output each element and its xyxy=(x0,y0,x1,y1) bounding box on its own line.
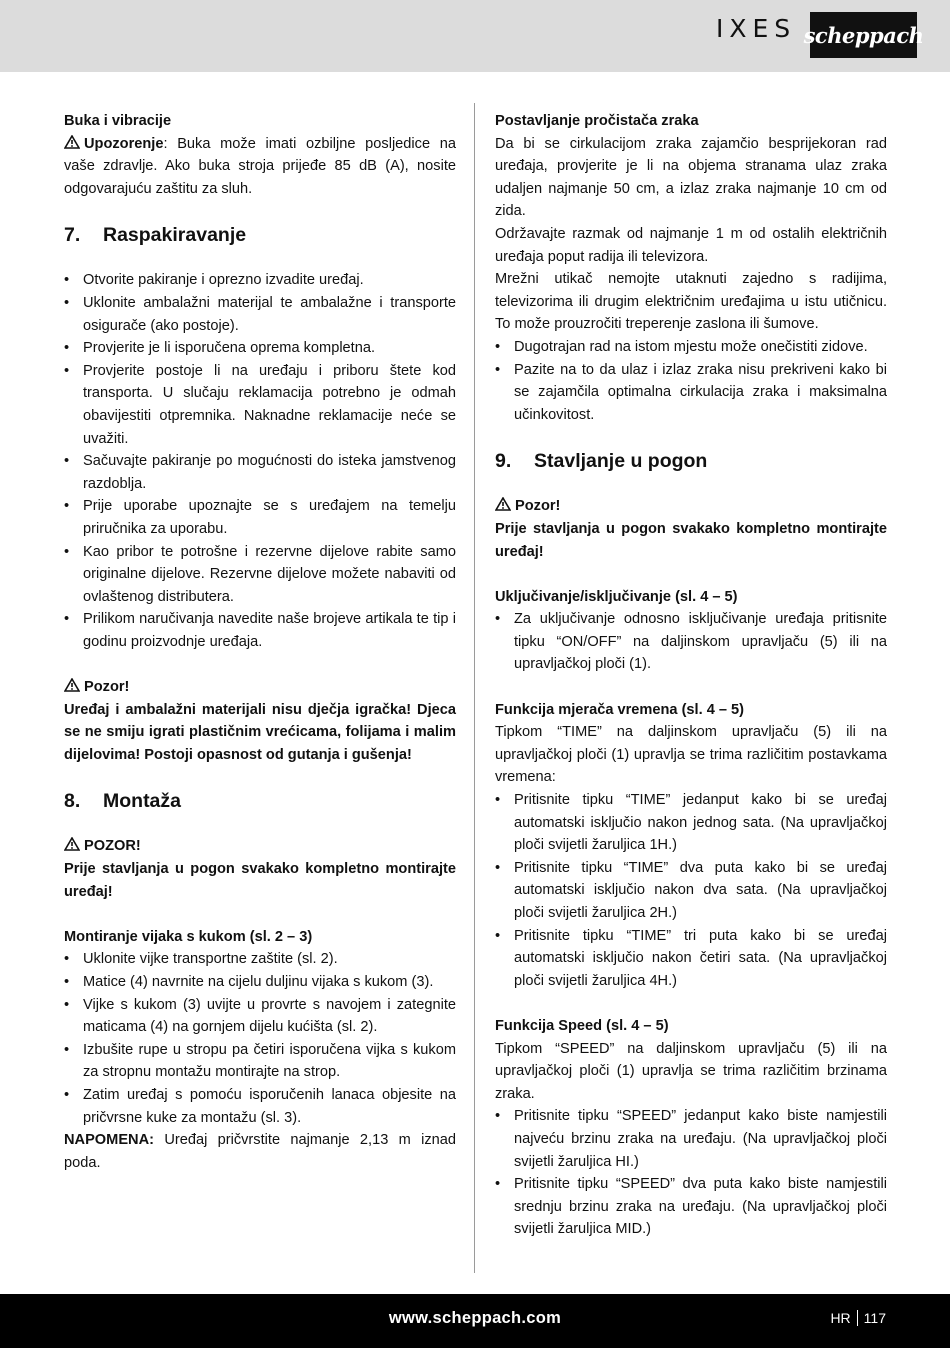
list-item: • Prije uporabe upoznajte se s uređajem na temelju priručnika za uporabu. xyxy=(64,495,456,540)
timer-list xyxy=(495,789,887,992)
list-item: • Uklonite vijke transportne zaštite (sl. 2). xyxy=(64,948,456,971)
speed-intro: Tipkom “SPEED” na daljinskom upravljaču (5) ili na upravljačkoj ploči (1) upravlja se trima različitim brzinama zraka. xyxy=(495,1040,887,1102)
hooks-heading: Montiranje vijaka s kukom (sl. 2 – 3) xyxy=(64,928,313,945)
list-item: • Pritisnite tipku “TIME” tri puta kako bi se uređaj automatski isključio nakon četiri sata. (Na upravljačkoj ploči svijetli žaruljica 4H.) xyxy=(495,925,887,993)
caution-text: Prije stavljanja u pogon svakako kompletno montirajte uređaj! xyxy=(64,861,456,900)
ixes-logo: IXES xyxy=(716,14,797,43)
separator xyxy=(857,1310,858,1326)
section-9-title: Stavljanje u pogon xyxy=(534,450,708,473)
section-9-heading xyxy=(495,449,887,473)
scheppach-logo: scheppach xyxy=(810,12,917,58)
language-code: HR xyxy=(830,1310,851,1326)
list-item: • Otvorite pakiranje i oprezno izvadite uređaj. xyxy=(64,269,456,292)
list-item: • Pritisnite tipku “SPEED” jedanput kako biste namjestili najveću brzinu zraka na uređaju. (Na upravljačkoj ploči svijetli žaruljica HI.) xyxy=(495,1105,887,1173)
section-7-heading xyxy=(64,223,456,247)
section-8-title: Montaža xyxy=(103,790,181,813)
noise-heading: Buka i vibracije xyxy=(64,113,172,129)
section-8-number: 8. xyxy=(64,790,81,813)
note-paragraph xyxy=(64,1129,456,1174)
caution-label-text: Pozor! xyxy=(84,679,130,696)
warning-icon xyxy=(64,135,80,149)
note-text: Uređaj pričvrstite najmanje 2,13 m iznad poda. xyxy=(64,1132,456,1171)
timer-intro: Tipkom “TIME” na daljinskom upravljaču (5) ili na upravljačkoj ploči (1) upravlja se trima različitim postavkama vremena: xyxy=(495,724,887,786)
right-column xyxy=(495,110,887,1241)
list-item: • Uklonite ambalažni materijal te ambalažne i transporte osigurače (ako postoje). xyxy=(64,292,456,337)
placement-heading: Postavljanje pročistača zraka xyxy=(495,113,699,129)
speed-heading: Funkcija Speed (sl. 4 – 5) xyxy=(495,1017,669,1034)
list-item: • Pritisnite tipku “TIME” dva puta kako bi se uređaj automatski isključio nakon dva sata. (Na upravljačkoj ploči svijetli žaruljica 2H.) xyxy=(495,857,887,925)
caution-label xyxy=(495,495,887,518)
timer-heading: Funkcija mjerača vremena (sl. 4 – 5) xyxy=(495,701,745,718)
placement-paragraph: Održavajte razmak od najmanje 1 m od ostalih električnih uređaja poput radija ili televizora. xyxy=(495,225,887,265)
section-7-title: Raspakiravanje xyxy=(103,224,247,247)
left-column xyxy=(64,110,456,1174)
hooks-list xyxy=(64,948,456,1129)
list-item: • Matice (4) navrnite na cijelu duljinu vijaka s kukom (3). xyxy=(64,971,456,994)
unpacking-list xyxy=(64,269,456,653)
list-item: • Kao pribor te potrošne i rezervne dijelove rabite samo originalne dijelove. Rezervne dijelove možete nabaviti od ovlaštenog distributera. xyxy=(64,541,456,609)
caution-label xyxy=(64,835,456,858)
caution-label xyxy=(64,676,456,699)
placement-paragraph: Mrežni utikač nemojte utaknuti zajedno s radijima, televizorima ili drugim električnim uređajima u istu utičnicu. To može prouzročiti treperenje zaslona ili šumove. xyxy=(495,271,887,333)
onoff-heading: Uključivanje/isključivanje (sl. 4 – 5) xyxy=(495,588,738,605)
page-header xyxy=(0,0,950,72)
warning-icon xyxy=(64,678,80,692)
placement-paragraph: Da bi se cirkulacijom zraka zajamčio besprijekoran rad uređaja, provjerite je li na objema stranama ulaz zraka udaljen najmanje 50 cm, a izlaz zraka najmanje 10 cm od zida. xyxy=(495,135,887,220)
caution-label-text: POZOR! xyxy=(84,838,141,855)
list-item: • Zatim uređaj s pomoću isporučenih lanaca objesite na pričvrsne kuke za montažu (sl. 3). xyxy=(64,1084,456,1129)
list-item: • Provjerite je li isporučena oprema kompletna. xyxy=(64,337,456,360)
section-8-heading xyxy=(64,789,456,813)
list-item: • Pazite na to da ulaz i izlaz zraka nisu prekriveni kako bi se zajamčila optimalna cirkulacija zraka i maksimalna učinkovitost. xyxy=(495,359,887,427)
section-7-number: 7. xyxy=(64,224,81,247)
list-item: • Za uključivanje odnosno isključivanje uređaja pritisnite tipku “ON/OFF” na daljinskom upravljaču (5) ili na upravljačkoj ploči (1). xyxy=(495,608,887,676)
page-number xyxy=(830,1310,886,1326)
list-item: • Dugotrajan rad na istom mjestu može onečistiti zidove. xyxy=(495,336,887,359)
list-item: • Sačuvajte pakiranje po mogućnosti do isteka jamstvenog razdoblja. xyxy=(64,450,456,495)
caution-text: Prije stavljanja u pogon svakako kompletno montirajte uređaj! xyxy=(495,520,887,560)
footer-url: www.scheppach.com xyxy=(388,1309,562,1327)
page-number-value: 117 xyxy=(863,1310,886,1326)
speed-list xyxy=(495,1105,887,1241)
list-item: • Pritisnite tipku “TIME” jedanput kako bi se uređaj automatski isključio nakon jednog sata. (Na upravljačkoj ploči svijetli žaruljica 1H.) xyxy=(495,789,887,857)
list-item: • Provjerite postoje li na uređaju i priboru štete kod transporta. U slučaju reklamacija potrebno je odmah obavijestiti otpremnika. Naknadne reklamacije neće se uvažiti. xyxy=(64,360,456,450)
caution-text: Uređaj i ambalažni materijali nisu dječja igračka! Djeca se ne smiju igrati plastičnim vrećicama, folijama i malim dijelovima! Postoji opasnost od gutanja i gušenja! xyxy=(64,701,456,763)
noise-paragraph xyxy=(64,133,456,201)
list-item: • Prilikom naručivanja navedite naše brojeve artikala te tip i godinu proizvodnje uređaja. xyxy=(64,608,456,653)
page-footer xyxy=(0,1294,950,1348)
onoff-list xyxy=(495,608,887,676)
list-item: • Vijke s kukom (3) uvijte u provrte s navojem i zategnite maticama (4) na gornjem dijelu kućišta (sl. 2). xyxy=(64,994,456,1039)
noise-text: : Buka može imati ozbiljne posljedice na vaše zdravlje. Ako buka stroja prijeđe 85 dB (A), nosite odgovarajuću zaštitu za sluh. xyxy=(64,135,456,197)
list-item: • Pritisnite tipku “SPEED” dva puta kako biste namjestili srednju brzinu zraka na uređaju. (Na upravljačkoj ploči svijetli žaruljica MID.) xyxy=(495,1173,887,1241)
noise-warning-label: Upozorenje xyxy=(84,135,164,152)
warning-icon xyxy=(495,497,511,511)
caution-label-text: Pozor! xyxy=(515,498,561,515)
note-label: NAPOMENA: xyxy=(64,1132,154,1149)
list-item: • Izbušite rupe u stropu pa četiri isporučena vijka s kukom za stropnu montažu montirajte na strop. xyxy=(64,1039,456,1084)
section-9-number: 9. xyxy=(495,450,512,473)
warning-icon xyxy=(64,837,80,851)
column-divider xyxy=(474,103,475,1273)
placement-list xyxy=(495,336,887,426)
